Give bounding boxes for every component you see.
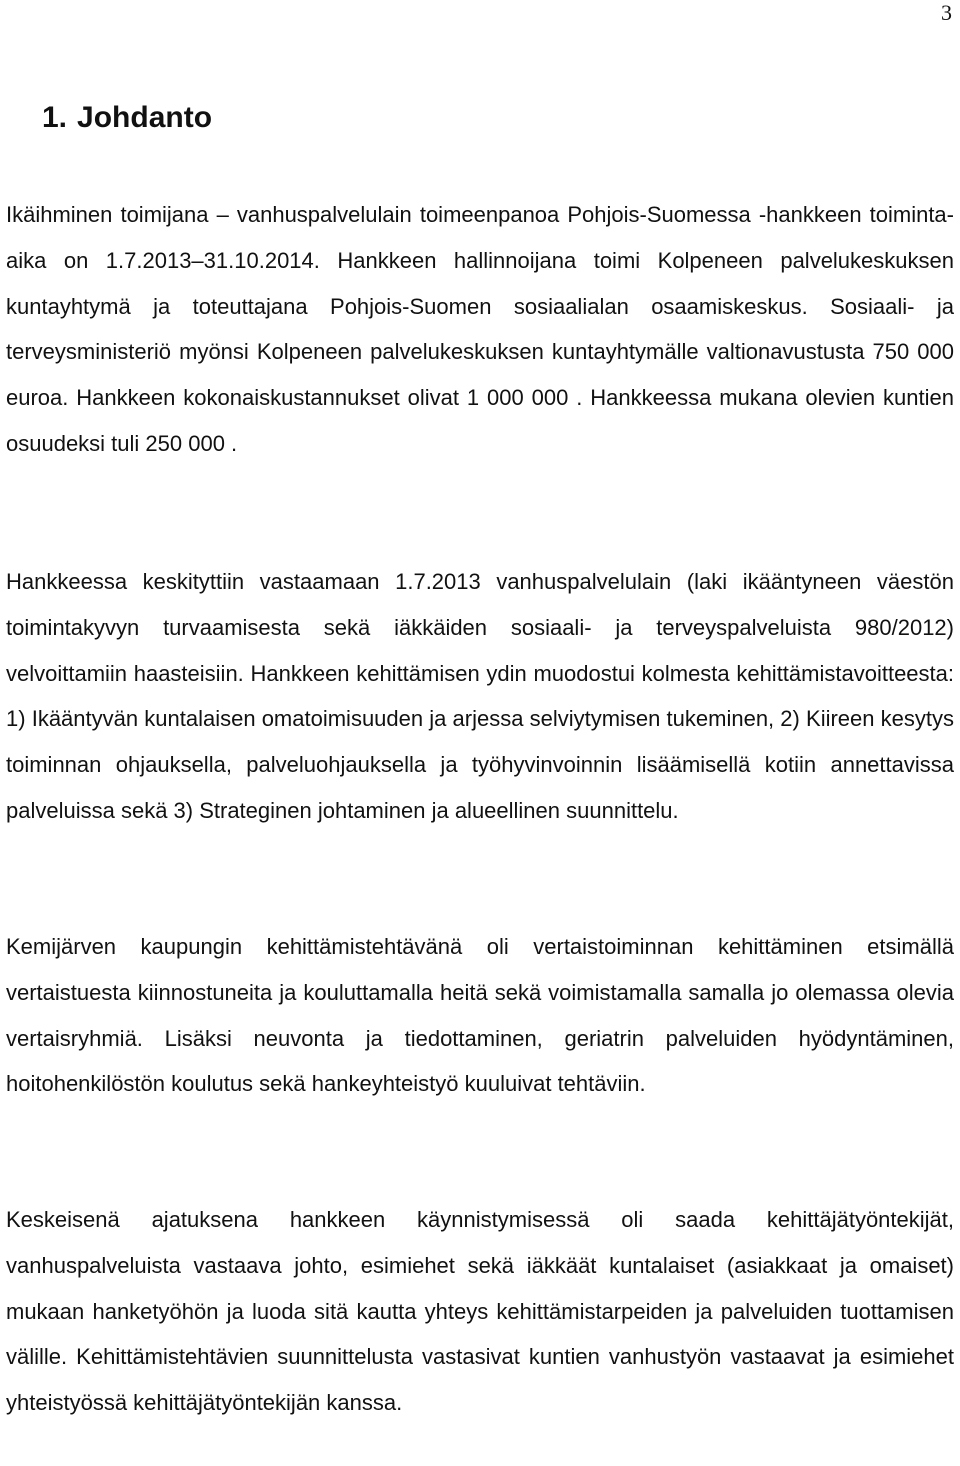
section-heading bbox=[42, 98, 212, 138]
paragraph-project-overview: Ikäihminen toimijana – vanhuspalvelulain toimeenpanoa Pohjois-Suomessa -hankkeen toiminta-aika on 1.7.2013–31.10.2014. Hankkeen hallinnoijana toimi Kolpeneen palvelukeskuksen kuntayhtymä ja toteuttajana Pohjois-Suomen sosiaalialan osaamiskeskus. Sosiaali- ja terveysministeriö myönsi Kolpeneen palvelukeskuksen kuntayhtymälle valtionavustusta 750 000 euroa. Hankkeen kokonaiskustannukset olivat 1 000 000 . Hankkeessa mukana olevien kuntien osuudeksi tuli 250 000 . bbox=[6, 202, 954, 456]
page-number: 3 bbox=[941, 0, 952, 25]
paragraph-key-idea: Keskeisenä ajatuksena hankkeen käynnistymisessä oli saada kehittäjätyöntekijät, vanhuspalveluista vastaava johto, esimiehet sekä iäkkäät kuntalaiset (asiakkaat ja omaiset) mukaan hanketyöhön ja luoda sitä kautta yhteys kehittämistarpeiden ja palveluiden tuottamisen välille. Kehittämistehtävien suunnittelusta vastasivat kuntien vanhustyön vastaavat ja esimiehet yhteistyössä kehittäjätyöntekijän kanssa. bbox=[6, 1207, 954, 1416]
paragraph-kemijarvi-task: Kemijärven kaupungin kehittämistehtävänä oli vertaistoiminnan kehittäminen etsimällä vertaistuesta kiinnostuneita ja kouluttamalla heitä sekä voimistamalla samalla jo olemassa olevia vertaisryhmiä. Lisäksi neuvonta ja tiedottaminen, geriatrin palveluiden hyödyntäminen, hoitohenkilöstön koulutus sekä hankeyhteistyö kuuluivat tehtäviin. bbox=[6, 934, 954, 1097]
section-heading-number: 1. bbox=[42, 101, 68, 134]
paragraph-development-goals: Hankkeessa keskityttiin vastaamaan 1.7.2013 vanhuspalvelulain (laki ikääntyneen väestön toimintakyvyn turvaamisesta sekä iäkkäiden sosiaali- ja terveyspalveluista 980/2012) velvoittamiin haasteisiin. Hankkeen kehittämisen ydin muodostui kolmesta kehittämistavoitteesta: 1) Ikääntyvän kuntalaisen omatoimisuuden ja arjessa selviytymisen tukeminen, 2) Kiireen kesytys toiminnan ohjauksella, palveluohjauksella ja työhyvinvoinnin lisäämisellä kotiin annettavissa palveluissa sekä 3) Strateginen johtaminen ja alueellinen suunnittelu. bbox=[6, 569, 954, 823]
section-heading-title: Johdanto bbox=[77, 101, 213, 134]
